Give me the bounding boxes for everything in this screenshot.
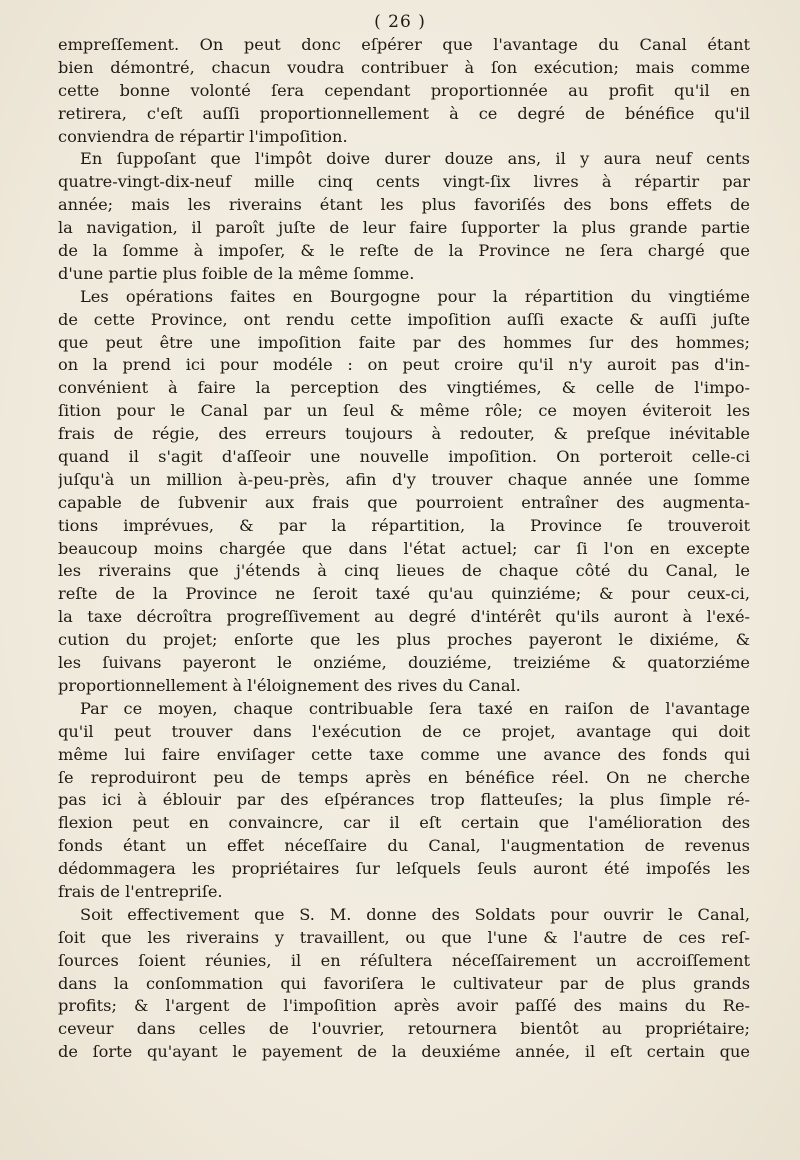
text-line: tions imprévues, & par la répartition, la Province ſe trouveroit bbox=[58, 515, 750, 535]
text-line: pas ici à éblouir par des eſpérances trop flatteuſes; la plus ſimple ré- bbox=[58, 790, 750, 810]
text-line: conviendra de répartir l'impoſition. bbox=[58, 126, 348, 146]
text-line: de cette Province, ont rendu cette impoſition auſſi exacte & auſſi juſte bbox=[58, 309, 750, 329]
text-line: reſte de la Province ne ſeroit taxé qu'au quinziéme; & pour ceux-ci, bbox=[58, 584, 750, 604]
text-line: d'une partie plus foible de la même ſomme. bbox=[58, 263, 415, 283]
text-line: cette bonne volonté ſera cependant proportionnée au profit qu'il en bbox=[58, 80, 750, 100]
text-line: ſition pour le Canal par un ſeul & même rôle; ce moyen éviteroit les bbox=[58, 401, 750, 421]
page-number: ( 26 ) bbox=[374, 12, 426, 32]
text-line: empreſſement. On peut donc eſpérer que l'avantage du Canal étant bbox=[58, 35, 750, 54]
text-line: cution du projet; enſorte que les plus proches payeront le dixiéme, & bbox=[58, 630, 750, 650]
text-line: frais de l'entrepriſe. bbox=[58, 881, 223, 901]
text-line: Par ce moyen, chaque contribuable ſera taxé en raiſon de l'avantage bbox=[80, 698, 750, 718]
text-line: frais de régie, des erreurs toujours à redouter, & preſque inévitable bbox=[58, 424, 750, 444]
text-line: même lui faire enviſager cette taxe comme une avance des fonds qui bbox=[58, 744, 750, 764]
text-line: dédommagera les propriétaires ſur leſquels ſeuls auront été impoſés les bbox=[58, 859, 750, 879]
body-text bbox=[58, 34, 750, 1064]
text-line: flexion peut en convaincre, car il eſt certain que l'amélioration des bbox=[58, 813, 750, 833]
text-line: la navigation, il paroît juſte de leur faire ſupporter la plus grande partie bbox=[58, 218, 750, 238]
text-line: profits; & l'argent de l'impoſition après avoir paſſé des mains du Re- bbox=[58, 996, 750, 1016]
text-line: capable de ſubvenir aux frais que pourroient entraîner des augmenta- bbox=[58, 492, 750, 512]
text-line: proportionnellement à l'éloignement des rives du Canal. bbox=[58, 675, 521, 695]
text-line: ceveur dans celles de l'ouvrier, retournera bientôt au propriétaire; bbox=[58, 1019, 750, 1039]
text-line: Soit effectivement que S. M. donne des Soldats pour ouvrir le Canal, bbox=[80, 904, 750, 924]
text-line: retirera, c'eſt auſſi proportionnellement à ce degré de bénéfice qu'il bbox=[58, 103, 750, 123]
text-line: En ſuppoſant que l'impôt doive durer douze ans, il y aura neuf cents bbox=[80, 149, 750, 169]
text-line: ſoit que les riverains y travaillent, ou que l'une & l'autre de ces reſ- bbox=[58, 927, 750, 947]
text-line: qu'il peut trouver dans l'exécution de ce projet, avantage qui doit bbox=[58, 721, 750, 741]
text-line: beaucoup moins chargée que dans l'état actuel; car ſi l'on en excepte bbox=[58, 538, 750, 558]
text-line: les riverains que j'étends à cinq lieues de chaque côté du Canal, le bbox=[58, 561, 750, 581]
text-line: de ſorte qu'ayant le payement de la deuxiéme année, il eſt certain que bbox=[58, 1042, 750, 1062]
text-line: juſqu'à un million à-peu-près, afin d'y trouver chaque année une ſomme bbox=[58, 469, 750, 489]
text-line: la taxe décroîtra progreſſivement au degré d'intérêt qu'ils auront à l'exé- bbox=[58, 607, 750, 627]
text-line: bien démontré, chacun voudra contribuer à ſon exécution; mais comme bbox=[58, 57, 750, 77]
text-line: année; mais les riverains étant les plus favoriſés des bons effets de bbox=[58, 195, 750, 215]
text-line: les ſuivans payeront le onziéme, douziéme, treiziéme & quatorziéme bbox=[58, 653, 750, 673]
text-line: fonds étant un effet néceſſaire du Canal, l'augmentation de revenus bbox=[58, 836, 750, 856]
text-line: quand il s'agit d'aſſeoir une nouvelle impoſition. On porteroit celle-ci bbox=[58, 447, 750, 467]
text-line: dans la conſommation qui favoriſera le cultivateur par de plus grands bbox=[58, 973, 750, 993]
text-line: convénient à faire la perception des vingtiémes, & celle de l'impo- bbox=[58, 378, 750, 398]
text-line: Les opérations faites en Bourgogne pour la répartition du vingtiéme bbox=[80, 286, 750, 306]
text-line: ſe reproduiront peu de temps après en bénéfice réel. On ne cherche bbox=[58, 767, 750, 787]
text-line: quatre-vingt-dix-neuf mille cinq cents vingt-ſix livres à répartir par bbox=[58, 172, 750, 192]
text-line: on la prend ici pour modéle : on peut croire qu'il n'y auroit pas d'in- bbox=[58, 355, 750, 375]
text-line: ſources ſoient réunies, il en réſultera néceſſairement un accroiſſement bbox=[58, 950, 750, 970]
text-line: de la ſomme à impoſer, & le reſte de la Province ne ſera chargé que bbox=[58, 241, 750, 261]
text-line: que peut être une impoſition faite par des hommes ſur des hommes; bbox=[58, 332, 750, 352]
